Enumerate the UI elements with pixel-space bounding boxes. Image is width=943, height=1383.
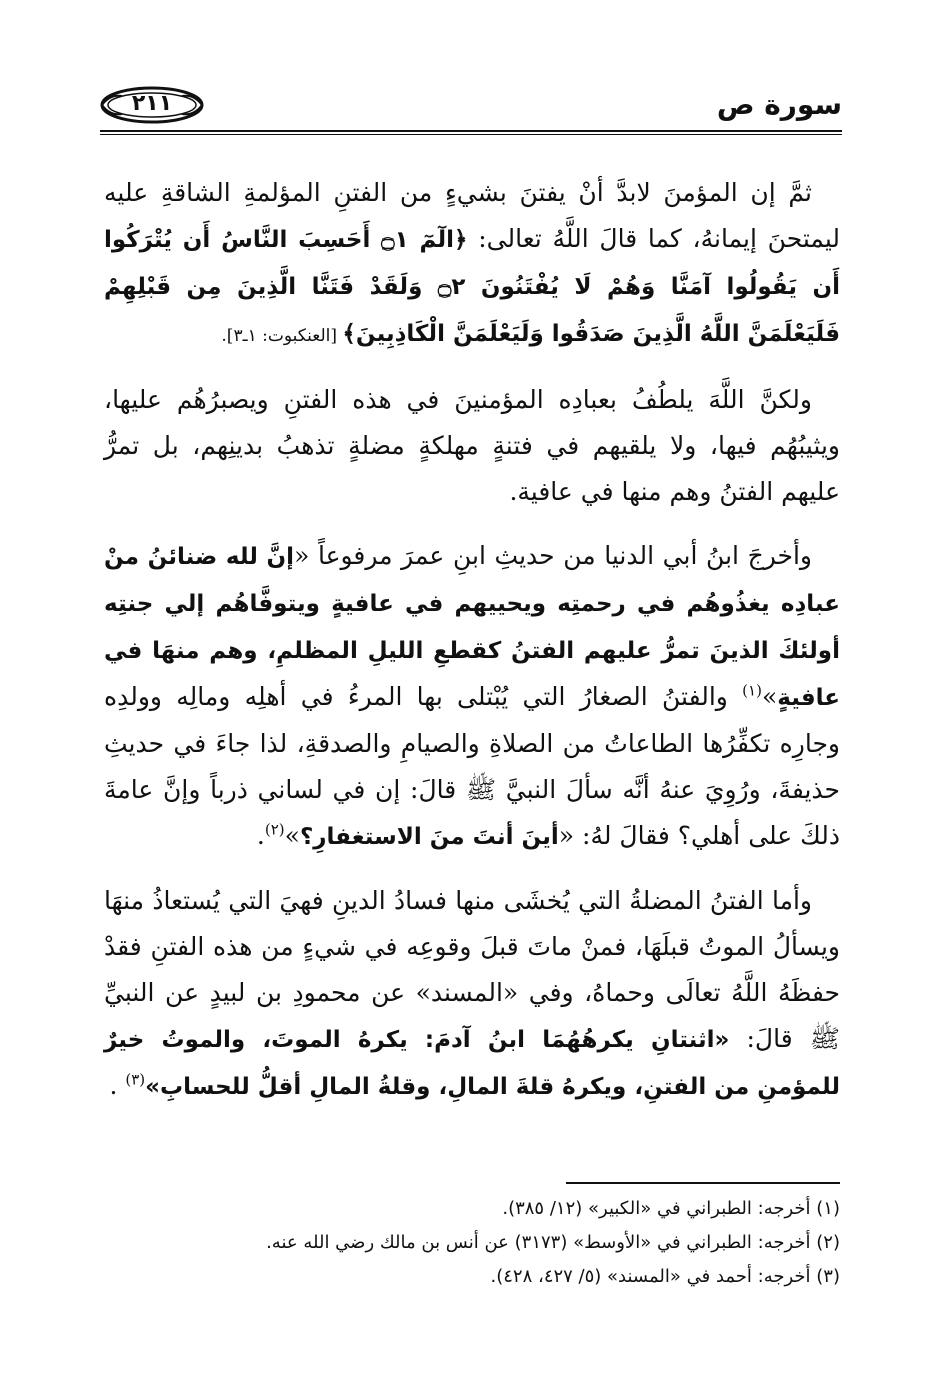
footnote-marker-2[interactable]: (٢)	[264, 820, 285, 839]
surah-title: سورة ص	[716, 88, 842, 121]
footnote-2: (٢) أخرجه: الطبراني في «الأوسط» (٣١٧٣) عن أنس بن مالك رضي الله عنه.	[266, 1232, 840, 1253]
footnote-1: (١) أخرجه: الطبراني في «الكبير» (١٢/ ٣٨٥).	[502, 1198, 840, 1219]
hadith-text-1: إنَّ لله ضنائنُ منْ عبادِه يغذُوهُم في رحمتِه ويحييهم في عافيةٍ ويتوفَّاهُم إلي جنتِه أولئكَ الذينَ تمرُّ عليهم الفتنُ كقطعِ الليلِ المظلمِ، وهم منهَا في عافيةٍ	[104, 544, 840, 711]
quran-reference: [العنكبوت: ١ـ٣].	[221, 326, 343, 346]
quran-verse: ﴿الٓمٓ ۝١ أَحَسِبَ النَّاسُ أَن يُتْرَكُوا أَن يَقُولُوا آمَنَّا وَهُمْ لَا يُفْتَنُونَ ۝٢ وَلَقَدْ فَتَنَّا الَّذِينَ مِن قَبْلِهِمْ فَلَيَعْلَمَنَّ اللَّهُ الَّذِينَ صَدَقُوا وَلَيَعْلَمَنَّ الْكَاذِبِينَ﴾	[104, 227, 841, 347]
header-rule-thin	[100, 134, 842, 135]
quote-close-1: »	[761, 682, 778, 711]
footnotes	[104, 1192, 840, 1294]
header-rule	[100, 130, 842, 132]
page-number-badge	[100, 86, 204, 124]
main-text	[104, 170, 840, 1128]
paragraph-1	[104, 170, 840, 359]
footnote-marker-1[interactable]: (١)	[742, 681, 762, 700]
page-number: ٢١١	[131, 91, 173, 116]
paragraph-3-text-c: والفتنُ الصغارُ التي يُبْتلى بها المرءُ في أهلِه ومالِه وولدِه وجارِه تكفِّرُها الطاعاتُ من الصلاةِ والصيامِ والصدقةِ، لذا جاءَ في حديثِ حذيفةَ، ورُوِيَ عنهُ أنَّه سألَ النبيَّ ﷺ قالَ: إن في لساني ذرباً وإنَّ عامةَ ذلكَ على أهلي؟ فقالَ لهُ: «	[104, 682, 840, 850]
hadith-text-2: أينَ أنتَ منَ الاستغفارِ؟	[299, 824, 559, 850]
paragraph-4-end: .	[109, 1071, 126, 1100]
paragraph-2: ولكنَّ اللَّهَ يلطُفُ بعبادِه المؤمنينَ في هذه الفتنِ ويصبرُهُم عليها، ويثيبُهُم فيها، ولا يلقيهم في فتنةٍ مهلكةٍ مضلةٍ تذهبُ بدينِهم، بل تمرُّ عليهم الفتنُ وهم منها في عافية.	[104, 385, 840, 506]
paragraph-3-end: .	[256, 821, 265, 850]
paragraph-3-text-a: وأخرجَ ابنُ أبي الدنيا من حديثِ ابنِ عمرَ مرفوعاً «	[294, 541, 812, 570]
paragraph-4	[104, 878, 840, 1110]
quote-close-2: »	[284, 821, 300, 850]
footnote-marker-3[interactable]: (٣)	[125, 1070, 146, 1089]
paragraph-1-text: ثمَّ إن المؤمنَ لابدَّ أنْ يفتنَ بشيءٍ من الفتنِ المؤلمةِ الشاقةِ عليه ليمتحنَ إيمانهُ، كما قالَ اللَّهُ تعالى:	[104, 178, 841, 253]
footnote-3: (٣) أخرجه: أحمد في «المسند» (٥/ ٤٢٧، ٤٢٨).	[490, 1266, 840, 1287]
footnote-separator	[566, 1182, 840, 1184]
paragraph-4-text-a: وأما الفتنُ المضلةُ التي يُخشَى منها فسادُ الدينِ فهيَ التي يُستعاذُ منهَا ويسألُ الموتُ قبلَهَا، فمنْ ماتَ قبلَ وقوعِه في شيءٍ من هذه الفتنِ فقدْ حفظَهُ اللَّهُ تعالَى وحماهُ، وفي «المسند» عن محمودِ بن لبيدٍ عن النبيِّ ﷺ قالَ:	[104, 886, 840, 1053]
page-header	[100, 84, 842, 144]
paragraph-3	[104, 533, 840, 860]
hadith-text-3: «اثنتانِ يكرهُهُمَا ابنُ آدمَ: يكرهُ الموتَ، والموتُ خيرٌ للمؤمنِ من الفتنِ، ويكرهُ قلةَ المالِ، وقلةُ المالِ أقلُّ للحسابِ»	[104, 1027, 840, 1100]
